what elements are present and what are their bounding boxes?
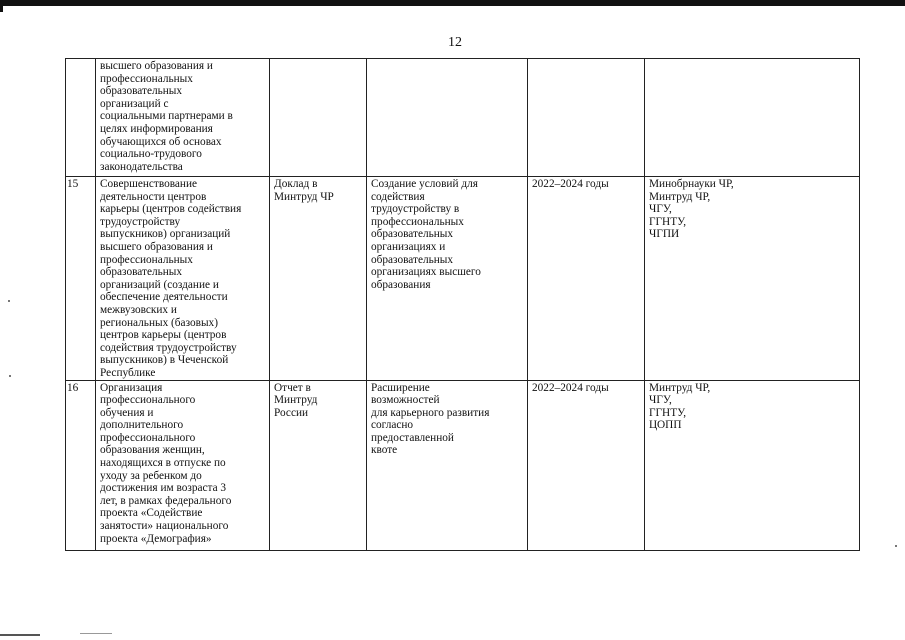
report-form-cell: Доклад в Минтруд ЧР xyxy=(270,177,367,381)
scan-speck xyxy=(8,300,10,302)
responsible-cell: Минобрнауки ЧР, Минтруд ЧР, ЧГУ, ГГНТУ, ЧГПИ xyxy=(645,177,860,381)
scan-speck xyxy=(9,375,11,377)
row-number-cell: 16 xyxy=(66,380,96,550)
bottom-scan-mark xyxy=(80,633,112,634)
expected-result-cell xyxy=(367,59,528,177)
report-form-cell: Отчет в Минтруд России xyxy=(270,380,367,550)
action-cell: высшего образования и профессиональных образовательных организаций с социальными партнерами в целях информирования обучающихся об основах социально-трудового законодательства xyxy=(96,59,270,177)
top-scan-border xyxy=(0,0,905,6)
responsible-cell: Минтруд ЧР, ЧГУ, ГГНТУ, ЦОПП xyxy=(645,380,860,550)
top-scan-mark xyxy=(0,6,3,12)
bottom-scan-mark xyxy=(0,634,40,636)
report-form-cell xyxy=(270,59,367,177)
page-number: 12 xyxy=(448,35,462,50)
scan-speck xyxy=(895,545,897,547)
row-number-cell: 15 xyxy=(66,177,96,381)
responsible-cell xyxy=(645,59,860,177)
table-row xyxy=(66,380,860,550)
expected-result-cell: Расширение возможностей для карьерного развития согласно предоставленной квоте xyxy=(367,380,528,550)
period-cell: 2022–2024 годы xyxy=(528,380,645,550)
expected-result-cell: Создание условий для содействия трудоустройству в профессиональных образовательных организациях и образовательных организациях высшего образования xyxy=(367,177,528,381)
action-cell: Совершенствование деятельности центров карьеры (центров содействия трудоустройству выпускников) организаций высшего образования и профессиональных образовательных организаций (создание и обеспечение деятельности межвузовских и региональных (базовых) центров карьеры (центров содействия трудоустройству выпускников) в Чеченской Республике xyxy=(96,177,270,381)
measures-table xyxy=(65,58,860,551)
period-cell: 2022–2024 годы xyxy=(528,177,645,381)
period-cell xyxy=(528,59,645,177)
table-row xyxy=(66,177,860,381)
table-row xyxy=(66,59,860,177)
action-cell: Организация профессионального обучения и дополнительного профессионального образования женщин, находящихся в отпуске по уходу за ребенком до достижения им возраста 3 лет, в рамках федерального проекта «Содействие занятости» национального проекта «Демография» xyxy=(96,380,270,550)
row-number-cell xyxy=(66,59,96,177)
